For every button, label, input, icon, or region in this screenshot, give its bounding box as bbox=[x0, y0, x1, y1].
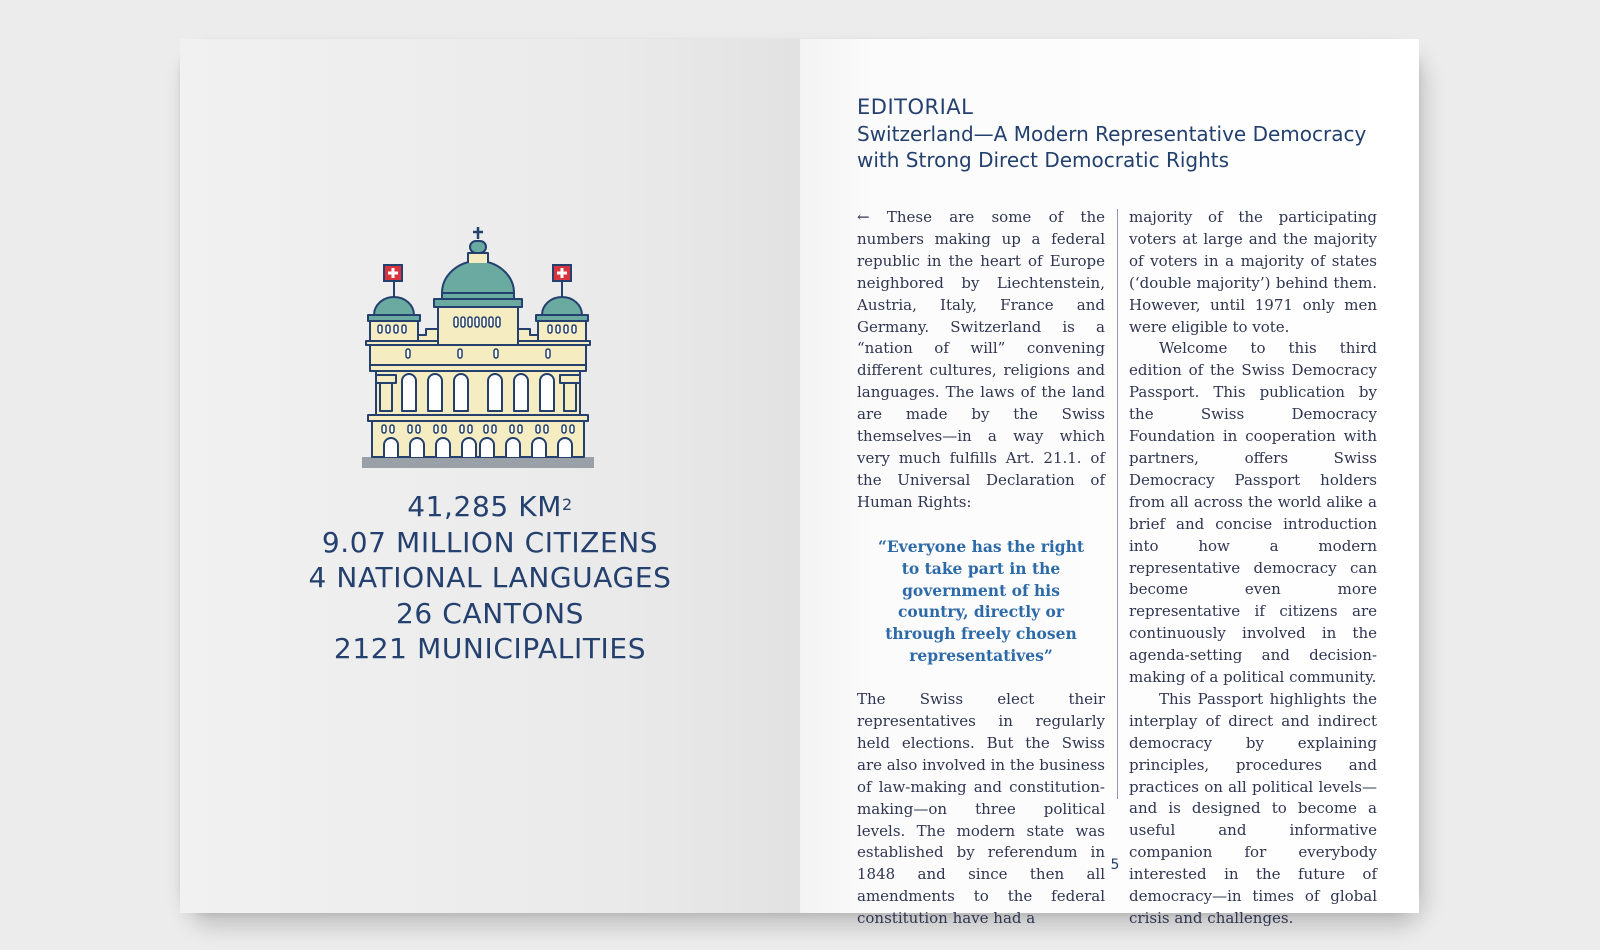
open-booklet bbox=[180, 39, 1419, 928]
parliament-building-icon bbox=[362, 225, 594, 471]
paragraph: Welcome to this third edition of the Swiss Democracy Passport. This publication by the Swiss Democracy Foundation in cooperation with partners, offers Swiss Democracy Passport holders from all across the world alike a brief and concise introduction into how a modern representative democracy can become even more representative if citizens are continuously involved in the agenda-setting and decision-making of a political community. bbox=[1129, 339, 1377, 687]
switzerland-stats bbox=[180, 489, 800, 667]
swiss-flag-icon bbox=[553, 265, 571, 281]
paragraph: majority of the participating voters at large and the majority of voters in a majority of states (‘double majority’) behind them. However, until 1971 only men were eligible to vote. bbox=[1129, 208, 1377, 336]
paragraph: ← These are some of the numbers making up a federal republic in the heart of Europe neighbored by Liechtenstein, Austria, Italy, France and Germany. Switzerland is a “nation of will” convening different cultures, religions and languages. The laws of the land are made by the Swiss themselves—in a way which very much fulfills Art. 21.1. of the Universal Declaration of Human Rights: bbox=[857, 208, 1105, 511]
page-number: 5 bbox=[1110, 857, 1120, 873]
stat-municipalities: 2121 MUNICIPALITIES bbox=[333, 632, 647, 665]
swiss-flag-icon bbox=[384, 265, 402, 281]
text-column-right bbox=[1129, 207, 1377, 930]
stat-citizens: 9.07 MILLION CITIZENS bbox=[321, 525, 659, 559]
left-page bbox=[180, 39, 800, 913]
pull-quote: “Everyone has the right to take part in the government of his country, directly or through freely chosen representatives” bbox=[877, 536, 1085, 666]
stat-languages: 4 NATIONAL LANGUAGES bbox=[308, 561, 672, 594]
column-divider bbox=[1117, 209, 1118, 799]
stat-cantons: 26 CANTONS bbox=[395, 596, 585, 630]
stat-area: 41,285 $KM^2$ bbox=[407, 490, 573, 523]
text-column-left bbox=[857, 207, 1105, 930]
paragraph: The Swiss elect their representatives in regularly held elections. But the Swiss are also involved in the business of law-making and constitution-making—on three political levels. The modern state was established by referendum in 1848 and since then all amendments to the federal constitution have had a bbox=[857, 690, 1105, 928]
right-page bbox=[800, 39, 1419, 928]
paragraph: This Passport highlights the interplay of direct and indirect democracy by explaining principles, procedures and practices on all political levels—and is designed to become a useful and informative companion for everybody interested in the future of democracy—in times of global crisis and challenges. bbox=[1129, 689, 1377, 927]
section-label: EDITORIAL bbox=[857, 95, 974, 119]
page-title: Switzerland—A Modern Representative Democracy with Strong Direct Democratic Rights bbox=[857, 122, 1367, 172]
